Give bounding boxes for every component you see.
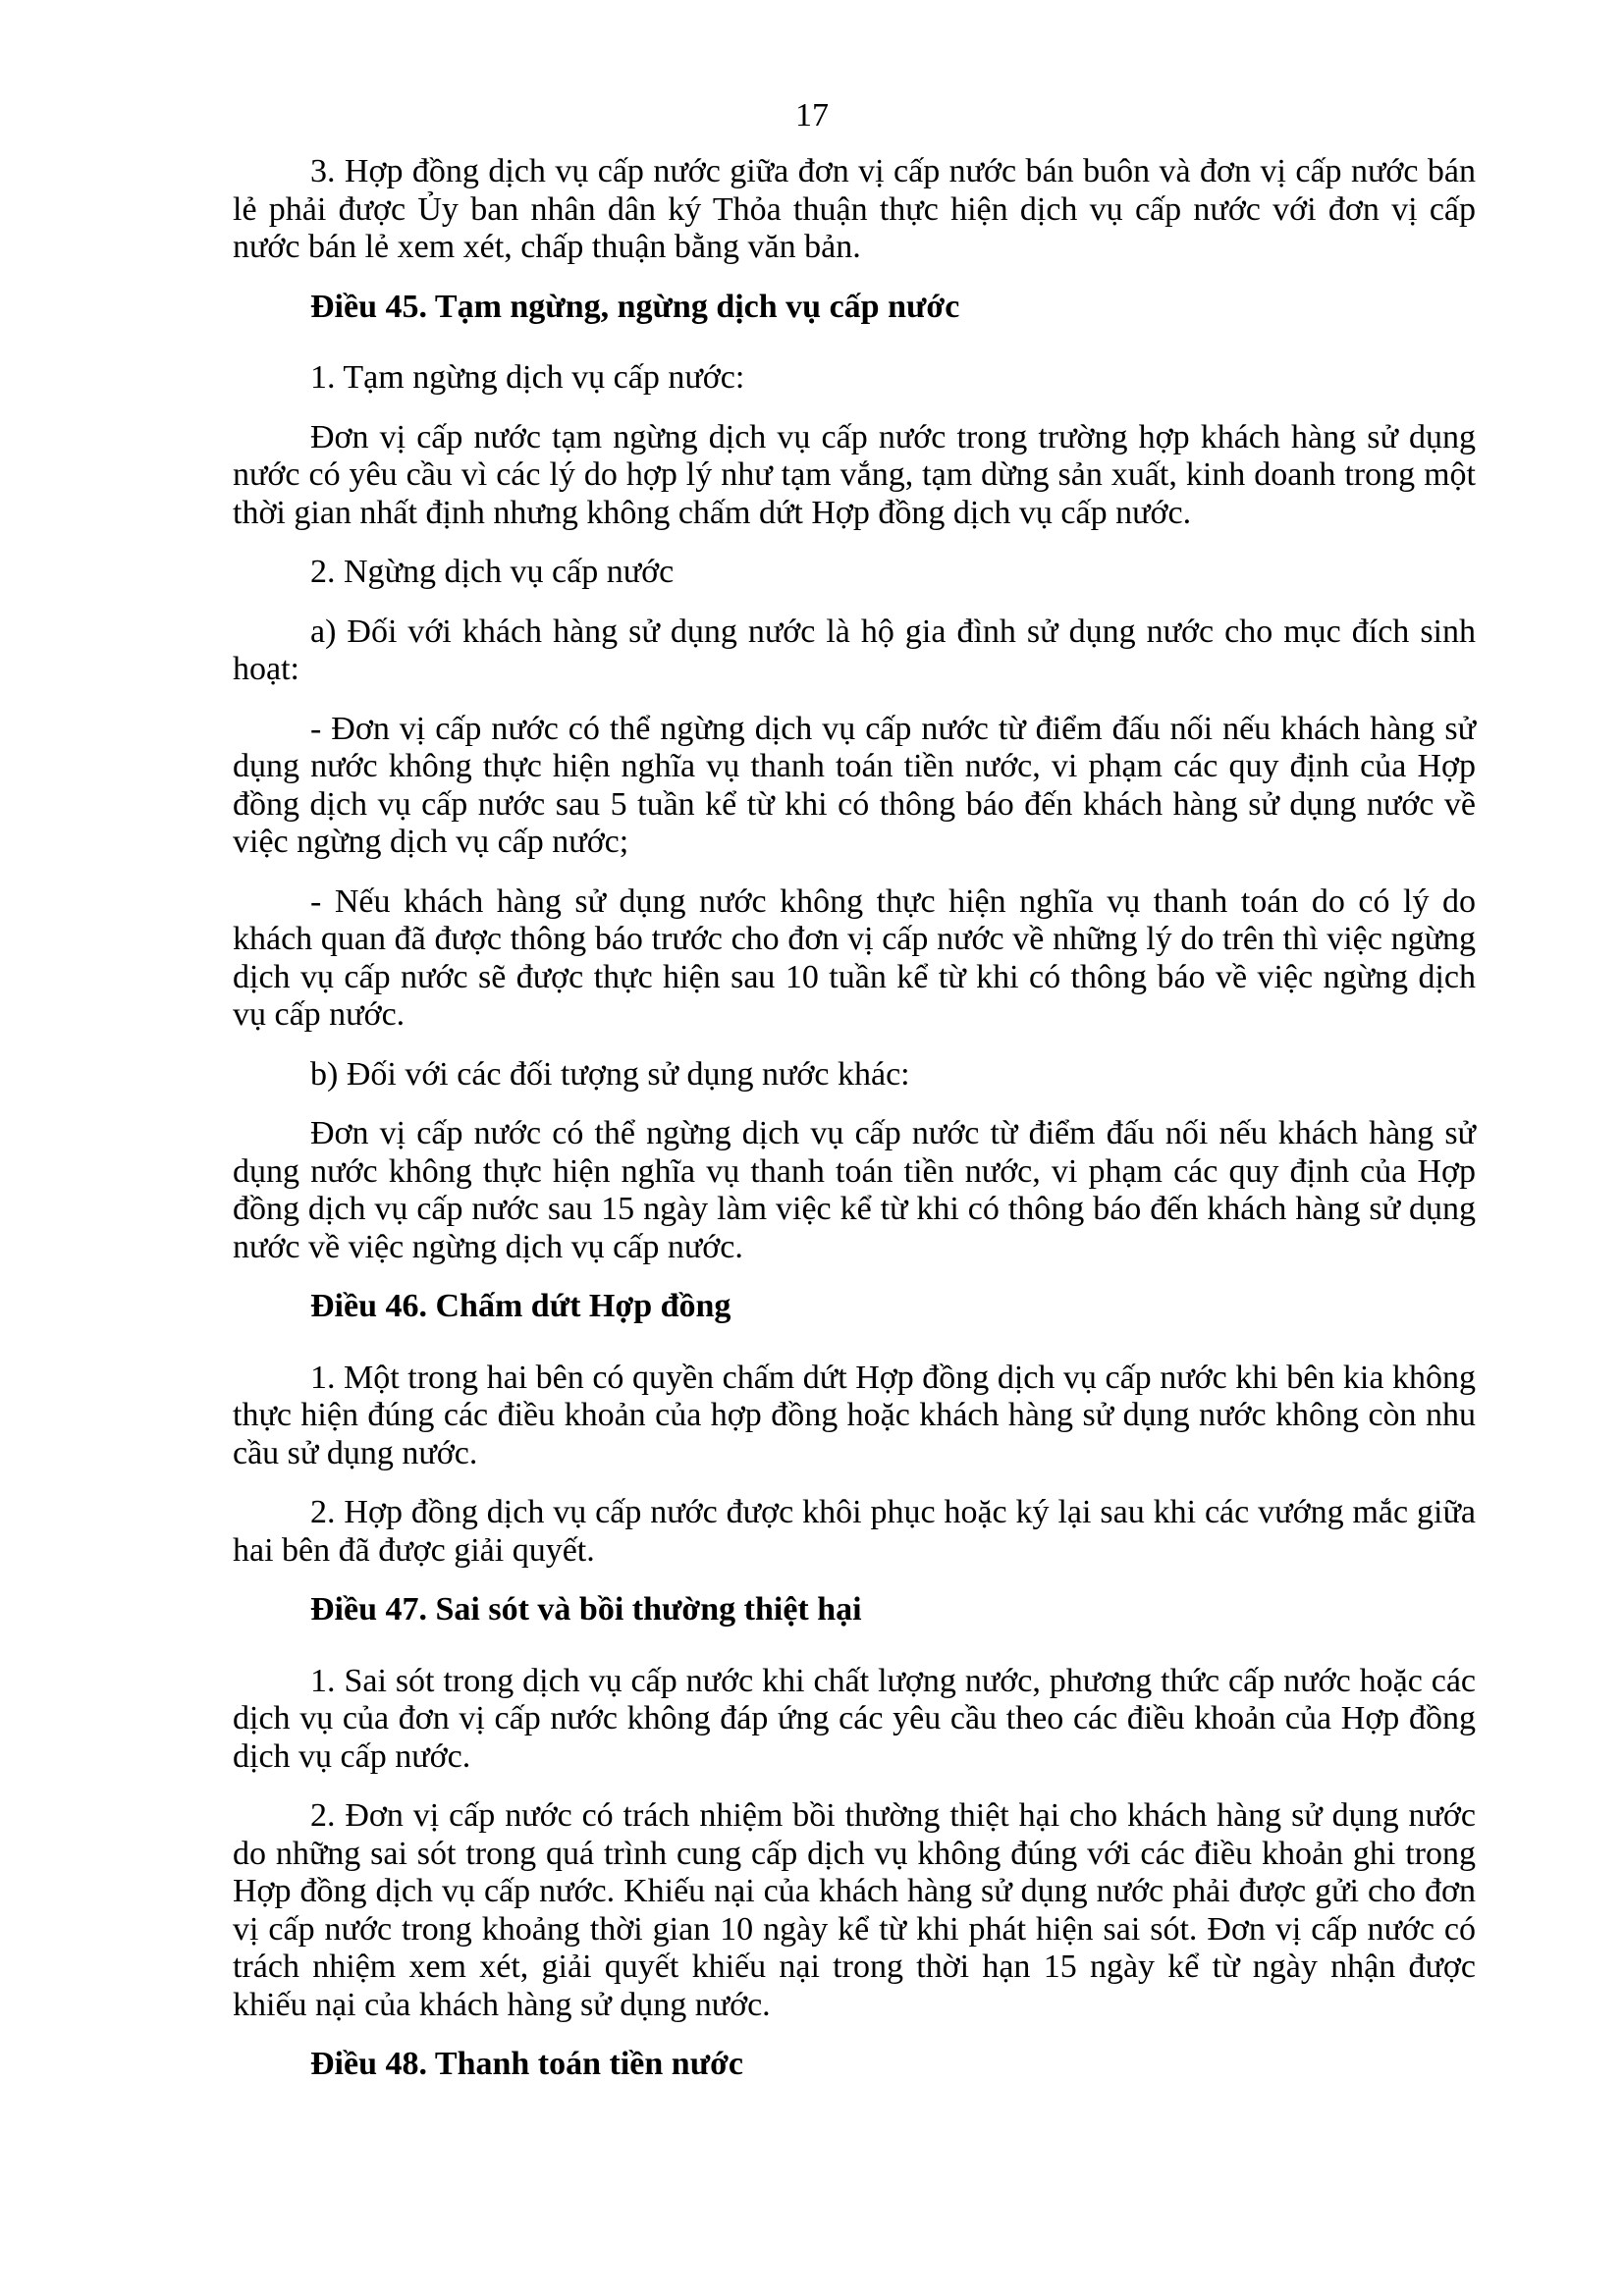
paragraph: Đơn vị cấp nước có thể ngừng dịch vụ cấp nước từ điểm đấu nối nếu khách hàng sử dụng nước không thực hiện nghĩa vụ thanh toán tiền nước, vi phạm các quy định của Hợp đồng dịch vụ cấp nước sau 15 ngày làm việc kể từ khi có thông báo đến khách hàng sử dụng nước về việc ngừng dịch vụ cấp nước. (233, 1115, 1476, 1265)
paragraph: 2. Đơn vị cấp nước có trách nhiệm bồi thường thiệt hại cho khách hàng sử dụng nước do những sai sót trong quá trình cung cấp dịch vụ không đúng với các điều khoản ghi trong Hợp đồng dịch vụ cấp nước. Khiếu nại của khách hàng sử dụng nước phải được gửi cho đơn vị cấp nước trong khoảng thời gian 10 ngày kể từ khi phát hiện sai sót. Đơn vị cấp nước có trách nhiệm xem xét, giải quyết khiếu nại trong thời hạn 15 ngày kể từ ngày nhận được khiếu nại của khách hàng sử dụng nước. (233, 1797, 1476, 2023)
paragraph: a) Đối với khách hàng sử dụng nước là hộ gia đình sử dụng nước cho mục đích sinh hoạt: (233, 613, 1476, 687)
article-heading-47: Điều 47. Sai sót và bồi thường thiệt hại (310, 1591, 862, 1628)
paragraph: Đơn vị cấp nước tạm ngừng dịch vụ cấp nước trong trường hợp khách hàng sử dụng nước có yêu cầu vì các lý do hợp lý như tạm vắng, tạm dừng sản xuất, kinh doanh trong một thời gian nhất định nhưng không chấm dứt Hợp đồng dịch vụ cấp nước. (233, 418, 1476, 531)
page-number: 17 (795, 97, 829, 133)
document-body (233, 153, 1476, 2117)
paragraph: 1. Sai sót trong dịch vụ cấp nước khi chất lượng nước, phương thức cấp nước hoặc các dịch vụ của đơn vị cấp nước không đáp ứng các yêu cầu theo các điều khoản của Hợp đồng dịch vụ cấp nước. (233, 1662, 1476, 1775)
article-heading-46: Điều 46. Chấm dứt Hợp đồng (310, 1288, 731, 1324)
paragraph: 1. Tạm ngừng dịch vụ cấp nước: (310, 359, 745, 396)
article-heading-45: Điều 45. Tạm ngừng, ngừng dịch vụ cấp nước (310, 288, 960, 325)
paragraph: b) Đối với các đối tượng sử dụng nước khác: (310, 1055, 910, 1093)
paragraph: 1. Một trong hai bên có quyền chấm dứt Hợp đồng dịch vụ cấp nước khi bên kia không thực hiện đúng các điều khoản của hợp đồng hoặc khách hàng sử dụng nước không còn nhu cầu sử dụng nước. (233, 1359, 1476, 1471)
paragraph: - Nếu khách hàng sử dụng nước không thực hiện nghĩa vụ thanh toán do có lý do khách quan đã được thông báo trước cho đơn vị cấp nước về những lý do trên thì việc ngừng dịch vụ cấp nước sẽ được thực hiện sau 10 tuần kể từ khi có thông báo về việc ngừng dịch vụ cấp nước. (233, 882, 1476, 1033)
article-heading-48: Điều 48. Thanh toán tiền nước (310, 2046, 744, 2082)
paragraph: - Đơn vị cấp nước có thể ngừng dịch vụ cấp nước từ điểm đấu nối nếu khách hàng sử dụng nước không thực hiện nghĩa vụ thanh toán tiền nước, vi phạm các quy định của Hợp đồng dịch vụ cấp nước sau 5 tuần kể từ khi có thông báo đến khách hàng sử dụng nước về việc ngừng dịch vụ cấp nước; (233, 710, 1476, 860)
paragraph: 2. Hợp đồng dịch vụ cấp nước được khôi phục hoặc ký lại sau khi các vướng mắc giữa hai bên đã được giải quyết. (233, 1494, 1476, 1569)
paragraph: 3. Hợp đồng dịch vụ cấp nước giữa đơn vị cấp nước bán buôn và đơn vị cấp nước bán lẻ phải được Ủy ban nhân dân ký Thỏa thuận thực hiện dịch vụ cấp nước với đơn vị cấp nước bán lẻ xem xét, chấp thuận bằng văn bản. (233, 153, 1476, 265)
paragraph: 2. Ngừng dịch vụ cấp nước (310, 554, 675, 590)
